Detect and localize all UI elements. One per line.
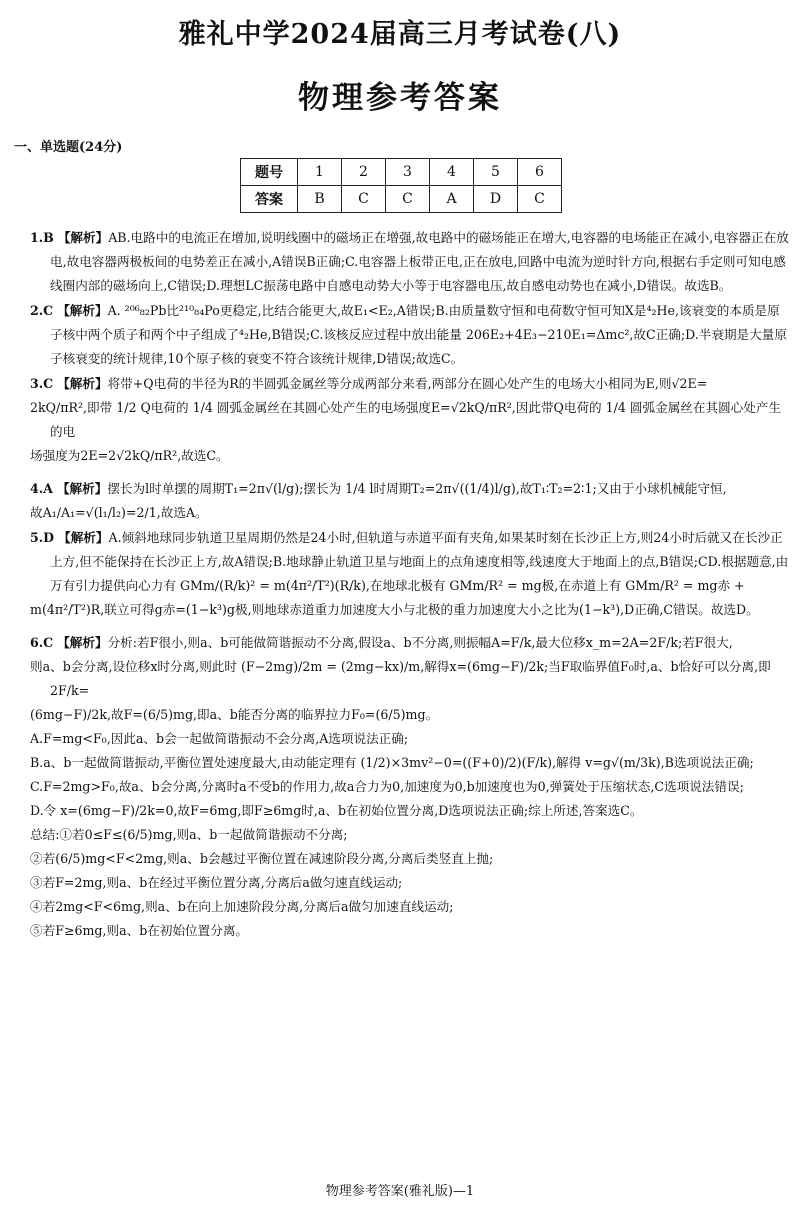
summary-line: ④若2mg<F<6mg,则a、b在向上加速阶段分离,分离后a做匀加速直线运动; [30, 899, 454, 914]
option-d: D.令 x=(6mg−F)/2k=0,故F=6mg,即F≥6mg时,a、b在初始位置分离,D选项说法正确;综上所述,答案选C。 [30, 803, 643, 818]
question-text: 场强度为2E=2√2kQ/πR²,故选C。 [30, 448, 229, 463]
question-3 [30, 372, 790, 468]
page-footer: 物理参考答案(雅礼版)—1 [325, 1184, 475, 1199]
summary-line: ②若(6/5)mg<F<2mg,则a、b会越过平衡位置在减速阶段分离,分离后类竖直上抛; [30, 851, 494, 866]
solutions-body [30, 226, 790, 944]
option-c: C.F=2mg>F₀,故a、b会分离,分离时a不受b的作用力,故a合力为0,加速度为0,b加速度也为0,弹簧处于压缩状态,C选项说法错误; [30, 779, 744, 794]
question-text: 2kQ/πR²,即带 1/2 Q电荷的 1/4 圆弧金属丝在其圆心处产生的电场强度E=√2kQ/πR²,因此带Q电荷的 1/4 圆弧金属丝在其圆心处产生的电 [30, 400, 782, 439]
question-5 [30, 526, 790, 622]
table-cell: D [474, 186, 518, 213]
table-cell: 6 [518, 159, 562, 186]
question-text: (6mg−F)/2k,故F=(6/5)mg,即a、b能否分离的临界拉力F₀=(6/5)mg。 [30, 707, 439, 722]
analysis-tag: 【解析】 [56, 481, 108, 496]
table-cell: A [430, 186, 474, 213]
question-text: 分析:若F很小,则a、b可能做简谐振动不分离,假设a、b不分离,则振幅A=F/k,最大位移x_m=2A=2F/k;若F很大, [107, 635, 733, 650]
analysis-tag: 【解析】 [57, 230, 109, 245]
question-text: 将带+Q电荷的半径为R的半圆弧金属丝等分成两部分来看,两部分在圆心处产生的电场大小相同为E,则√2E= [107, 376, 708, 391]
question-number: 6.C [30, 635, 54, 650]
table-row [241, 159, 562, 186]
table-cell: 4 [430, 159, 474, 186]
question-4 [30, 477, 790, 525]
table-row [241, 186, 562, 213]
question-number: 1.B [30, 230, 54, 245]
exam-title: 雅礼中学2024届高三月考试卷(八) [178, 19, 622, 50]
summary-line: 总结:①若0≤F≤(6/5)mg,则a、b一起做简谐振动不分离; [30, 827, 348, 842]
question-1 [30, 226, 790, 298]
option-a: A.F=mg<F₀,因此a、b会一起做简谐振动不会分离,A选项说法正确; [30, 731, 409, 746]
question-2 [30, 299, 790, 371]
analysis-tag: 【解析】 [57, 303, 108, 318]
option-b: B.a、b一起做简谐振动,平衡位置处速度最大,由动能定理有 (1/2)×3mv²−0=((F+0)/2)(F/k),解得 v=g√(m/3k),B选项说法正确; [30, 755, 754, 770]
question-text: 摆长为l时单摆的周期T₁=2π√(l/g);摆长为 1/4 l时周期T₂=2π√((1/4)l/g),故T₁∶T₂=2∶1;又由于小球机械能守恒, [107, 481, 727, 496]
answer-table [240, 158, 562, 213]
question-number: 4.A [30, 481, 53, 496]
table-cell: C [386, 186, 430, 213]
summary-line: ③若F=2mg,则a、b在经过平衡位置分离,分离后a做匀速直线运动; [30, 875, 403, 890]
table-cell: 1 [298, 159, 342, 186]
table-cell: 3 [386, 159, 430, 186]
question-number: 2.C [30, 303, 54, 318]
question-text: 则a、b会分离,设位移x时分离,则此时 (F−2mg)/2m = (2mg−kx)/m,解得x=(6mg−F)/2k;当F取临界值F₀时,a、b恰好可以分离,即2F/k= [30, 659, 771, 698]
answer-key-title: 物理参考答案 [298, 80, 502, 116]
question-text: A. ²⁰⁶₈₂Pb比²¹⁰₈₄Po更稳定,比结合能更大,故E₁<E₂,A错误;B.由质量数守恒和电荷数守恒可知X是⁴₂He,该衰变的本质是原子核中两个质子和两个中子组成了⁴₂He,B错误;C.该核反应过程中放出能量 206E₂+4E₃−210E₁=Δmc²,故C正确;D.半衰期是大量原子核衰变的统计规律,10个原子核的衰变不符合该统计规律,D错误;故选C。 [50, 303, 787, 366]
summary-line: ⑤若F≥6mg,则a、b在初始位置分离。 [30, 923, 249, 938]
table-cell: 5 [474, 159, 518, 186]
table-cell: 答案 [241, 186, 298, 213]
question-text: m(4π²/T²)R,联立可得g赤=(1−k³)g极,则地球赤道重力加速度大小与北极的重力加速度大小之比为(1−k³),D正确,C错误。故选D。 [30, 602, 759, 617]
question-number: 5.D [30, 530, 55, 545]
question-text: 故A₁/A₁=√(l₁/l₂)=2/1,故选A。 [30, 505, 208, 520]
question-text: AB.电路中的电流正在增加,说明线圈中的磁场正在增强,故电路中的磁场能正在增大,电容器的电场能正在减小,电容器正在放电,故电容器两极板间的电势差正在减小,A错误B正确;C.电容器上板带正电,正在放电,回路中电流为逆时针方向,根据右手定则可知电感线圈内部的磁场向上,C错误;D.理想LC振荡电路中自感电动势大小等于电容器电压,故自感电动势也在减小,D错误。故选B。 [50, 230, 789, 293]
analysis-tag: 【解析】 [58, 530, 109, 545]
section-heading: 一、单选题(24分) [14, 140, 123, 155]
table-cell: 2 [342, 159, 386, 186]
table-cell: C [518, 186, 562, 213]
table-cell: C [342, 186, 386, 213]
table-cell: 题号 [241, 159, 298, 186]
analysis-tag: 【解析】 [57, 376, 108, 391]
question-6 [30, 631, 790, 943]
table-cell: B [298, 186, 342, 213]
question-text: A.倾斜地球同步轨道卫星周期仍然是24小时,但轨道与赤道平面有夹角,如果某时刻在长沙正上方,则24小时后就又在长沙正上方,但不能保持在长沙正上方,故A错误;B.地球静止轨道卫星与地面上的点角速度相等,线速度大于地面上的点,B错误;CD.根据题意,由万有引力提供向心力有 GMm/(R/k)² = m(4π²/T²)(R/k),在地球北极有 GMm/R² = mg极,在赤道上有 GMm/R² = mg赤 + [50, 530, 789, 593]
question-number: 3.C [30, 376, 54, 391]
analysis-tag: 【解析】 [57, 635, 108, 650]
